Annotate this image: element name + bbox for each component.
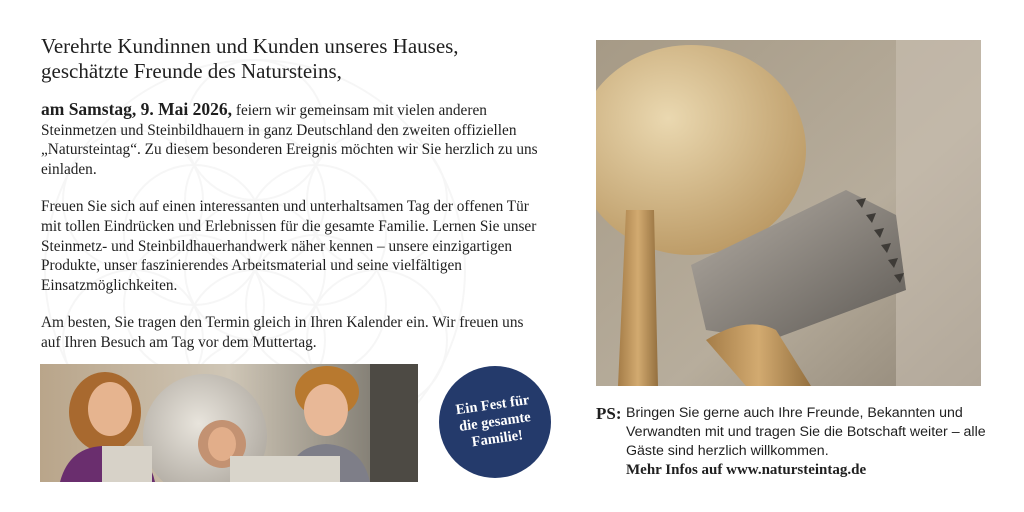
people-stone-photo [40,364,418,482]
greeting [41,34,541,84]
greeting-line-1: Verehrte Kundinnen und Kunden unseres Hauses, [41,34,459,58]
badge-text: Ein Fest für die gesamte Familie! [454,391,532,450]
paragraph-open-day: Freuen Sie sich auf einen interessanten und unterhaltsamen Tag der offenen Tür mit tollen Eindrücken und Erlebnissen für die gesamte Familie. Lernen Sie unser Steinmetz- und Steinbildhauerhandwerk näher kennen – unsere einzigartigen Produkte, unser faszinierendes Arbeitsmaterial und seine vielfältigen Einsatzmöglichkeiten. [41,198,537,294]
more-info-link[interactable]: Mehr Infos auf www.natursteintag.de [626,462,867,478]
family-badge [439,366,551,478]
postscript [596,404,996,480]
ps-text: Bringen Sie gerne auch Ihre Freunde, Bekannten und Verwandten mit und tragen Sie die Botschaft weiter – alle Gäste sind herzlich willkommen. [626,405,986,459]
event-date: am Samstag, 9. Mai 2026, [41,99,233,119]
paragraph-calendar: Am besten, Sie tragen den Termin gleich in Ihren Kalender ein. Wir freuen uns auf Ihren Besuch am Tag vor dem Muttertag. [41,314,524,351]
invitation-text [41,34,541,371]
paragraph-date-rest: feiern wir gemeinsam mit vielen anderen Steinmetzen und Steinbildhauern in ganz Deutschland den zweiten offiziellen „Natursteintag“. Zu diesem besonderen Ereignis möchten wir Sie herzlich zu uns einladen. [41,102,538,178]
greeting-line-2: geschätzte Freunde des Natursteins, [41,59,342,83]
ps-body [626,404,996,480]
stonemason-tools-photo [596,40,981,386]
paragraph-date [41,100,541,179]
ps-label: PS: [596,404,622,423]
